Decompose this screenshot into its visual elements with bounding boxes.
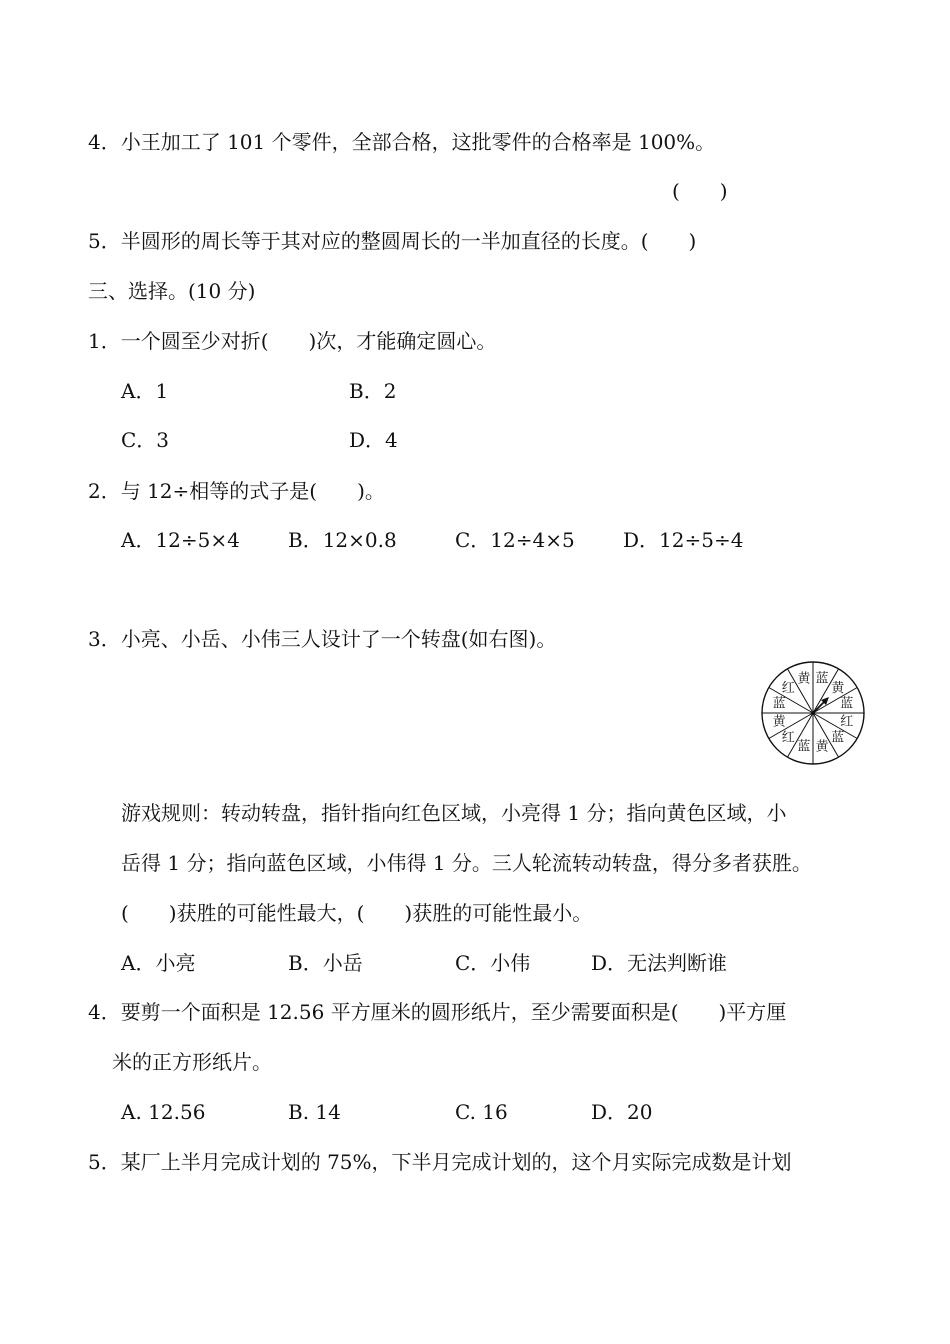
choice-q3-rule-line-3: ( )获胜的可能性最大，( )获胜的可能性最小。: [121, 901, 593, 925]
spinner-sector-label: 蓝: [815, 671, 829, 687]
choice-q3-option-a[interactable]: A．小亮: [121, 951, 196, 975]
judge-q5: 5．半圆形的周长等于其对应的整圆周长的一半加直径的长度。( ): [88, 229, 697, 253]
choice-q1-option-a[interactable]: A．1: [121, 379, 169, 403]
spinner-sector-label: 蓝: [772, 696, 786, 712]
choice-q2-option-c[interactable]: C．12÷4×5: [455, 528, 575, 552]
choice-q4-stem-line-1: 4．要剪一个面积是 12.56 平方厘米的圆形纸片，至少需要面积是( )平方厘: [88, 1000, 787, 1024]
spinner-sector-label: 蓝: [797, 739, 811, 755]
choice-q1-stem: 1．一个圆至少对折( )次，才能确定圆心。: [88, 329, 497, 353]
spinner-sector-label: 红: [781, 680, 795, 696]
choice-q2-stem: 2．与 12÷相等的式子是( )。: [88, 479, 385, 503]
spinner-sector-label: 蓝: [831, 730, 845, 746]
choice-q3-rule-line-1: 游戏规则：转动转盘，指针指向红色区域，小亮得 1 分；指向黄色区域，小: [121, 801, 787, 825]
choice-q2-option-b[interactable]: B．12×0.8: [288, 528, 397, 552]
judge-q4-answer-paren[interactable]: ( ): [672, 179, 728, 203]
spinner-sector-label: 黄: [797, 671, 811, 687]
spinner-sector-label: 红: [840, 714, 854, 730]
choice-q3-option-c[interactable]: C．小伟: [455, 951, 531, 975]
judge-q4: 4．小王加工了 101 个零件，全部合格，这批零件的合格率是 100%。: [88, 130, 716, 154]
spinner-sector-label: 黄: [772, 714, 786, 730]
choice-q4-stem-line-2: 米的正方形纸片。: [112, 1050, 272, 1074]
spinner-sector-label: 红: [781, 730, 795, 746]
choice-q3-rule-line-2: 岳得 1 分；指向蓝色区域，小伟得 1 分。三人轮流转动转盘，得分多者获胜。: [121, 851, 812, 875]
choice-q5-stem: 5．某厂上半月完成计划的 75%，下半月完成计划的，这个月实际完成数是计划: [88, 1150, 792, 1174]
choice-q3-option-b[interactable]: B．小岳: [288, 951, 363, 975]
choice-q4-option-c[interactable]: C. 16: [455, 1100, 508, 1124]
spinner-hub: [811, 711, 815, 715]
spinner-sector-label: 黄: [831, 680, 845, 696]
choice-q2-option-d[interactable]: D．12÷5÷4: [623, 528, 744, 552]
spinner-figure: [759, 659, 867, 767]
choice-q4-option-d[interactable]: D．20: [591, 1100, 653, 1124]
spinner-sector-label: 黄: [815, 739, 829, 755]
section-three-title: 三、选择。(10 分): [88, 279, 256, 303]
choice-q1-option-b[interactable]: B．2: [349, 379, 397, 403]
choice-q1-option-c[interactable]: C．3: [121, 428, 170, 452]
choice-q2-option-a[interactable]: A．12÷5×4: [121, 528, 240, 552]
choice-q3-option-d[interactable]: D．无法判断谁: [591, 951, 728, 975]
choice-q1-option-d[interactable]: D．4: [349, 428, 398, 452]
choice-q4-option-a[interactable]: A. 12.56: [121, 1100, 206, 1124]
choice-q3-stem: 3．小亮、小岳、小伟三人设计了一个转盘(如右图)。: [88, 627, 557, 651]
choice-q4-option-b[interactable]: B. 14: [288, 1100, 341, 1124]
spinner-sector-label: 蓝: [840, 696, 854, 712]
